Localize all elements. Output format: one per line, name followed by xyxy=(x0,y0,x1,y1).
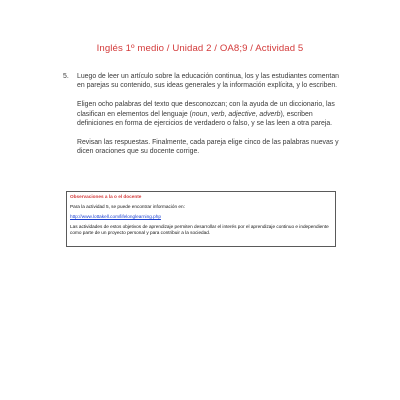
activity-body xyxy=(77,72,341,157)
teacher-notes-box xyxy=(66,191,336,247)
activity-section xyxy=(63,72,341,157)
resource-link[interactable]: http://www.lottakell.com/lifelonglearning.php xyxy=(70,213,161,219)
teacher-notes-info: Para la actividad 5, se puede encontrar información en: xyxy=(70,203,185,209)
teacher-notes-title: Observaciones a la o el docente xyxy=(70,194,142,199)
page-title: Inglés 1º medio / Unidad 2 / OA8;9 / Actividad 5 xyxy=(96,43,304,54)
activity-paragraph: Revisan las respuestas. Finalmente, cada pareja elige cinco de las palabras nuevas y dicen oraciones que su docente corrige. xyxy=(77,138,339,156)
activity-number: 5. xyxy=(63,73,69,80)
activity-paragraph: Eligen ocho palabras del texto que desconozcan; con la ayuda de un diccionario, las clasifican en elementos del lenguaje (noun, verb, adjective, adverb), escriben definiciones en forma de ejercicios de verdadero o falso, y se las leen a otra pareja. xyxy=(77,101,335,128)
activity-paragraph: Luego de leer un artículo sobre la educación continua, los y las estudiantes comentan en parejas su contenido, sus ideas generales y la información explícita, y lo escriben. xyxy=(77,73,340,90)
teacher-notes-text: Las actividades de estos objetivos de aprendizaje permiten desarrollar el interés por el aprendizaje continuo e independiente como parte de un proyecto personal y para contribuir a la sociedad. xyxy=(70,223,329,235)
